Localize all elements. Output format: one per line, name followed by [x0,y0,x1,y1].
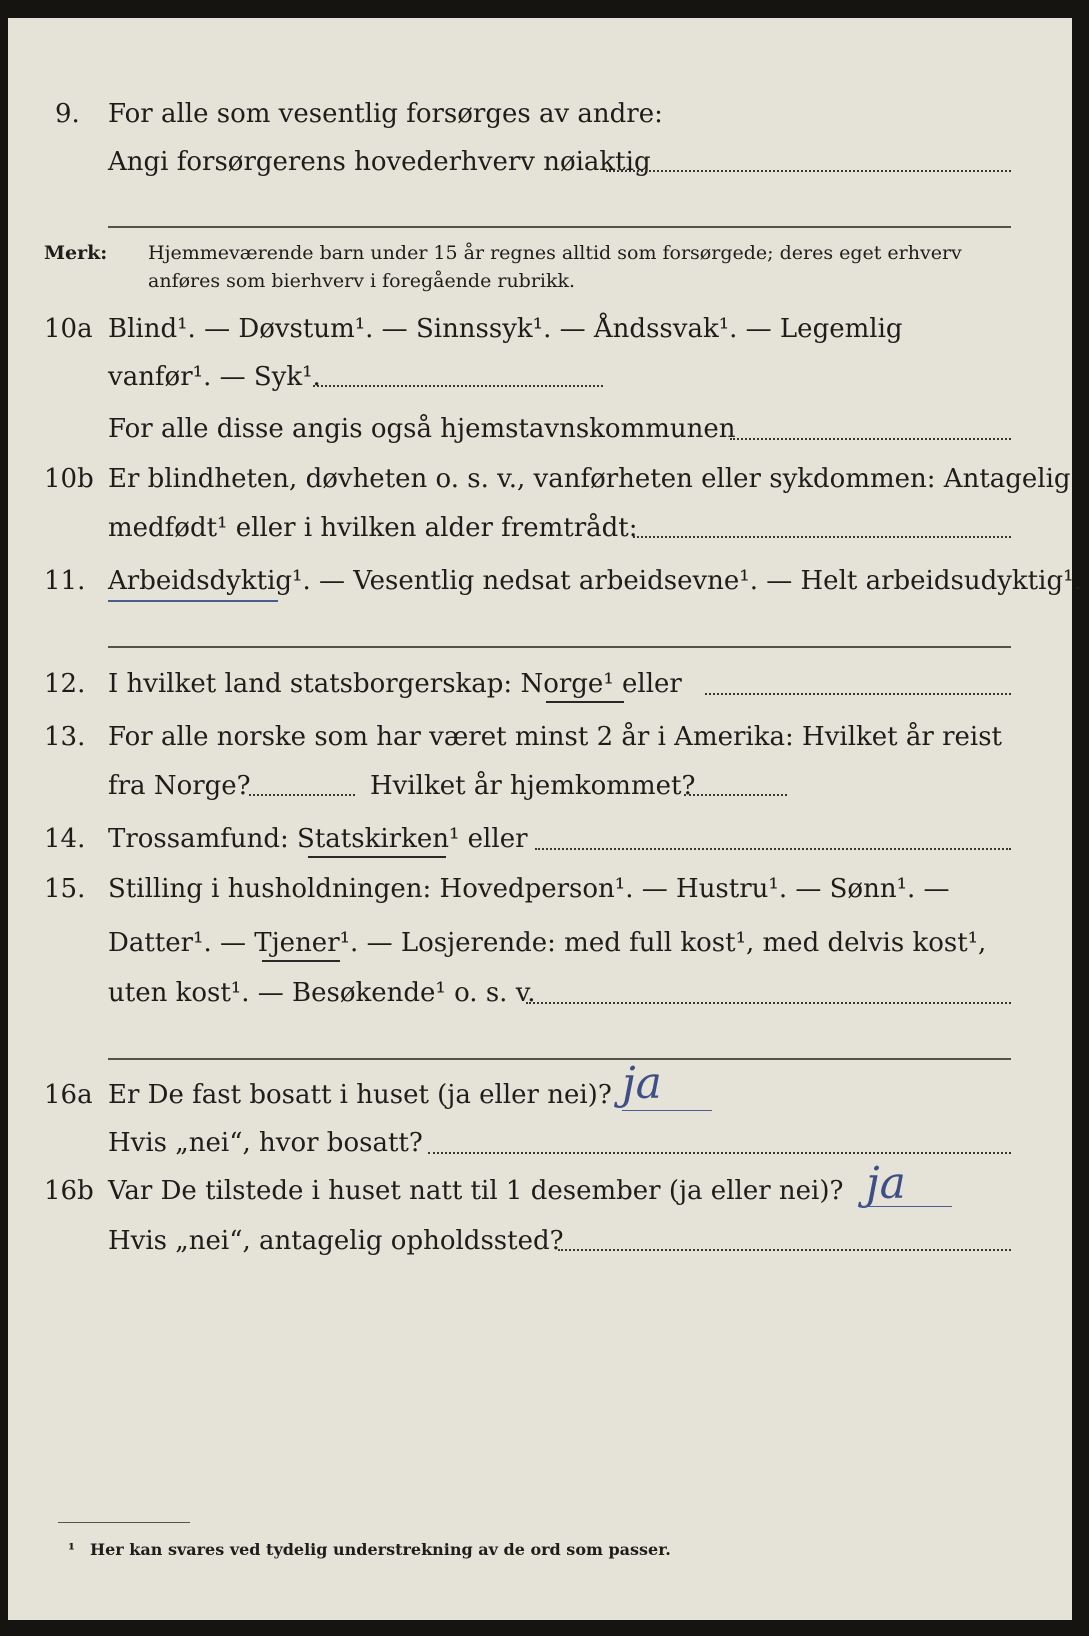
q14-number: 14. [44,824,86,854]
q14-underline-mark [308,856,446,858]
q16a-answer-line[interactable] [428,1152,1011,1154]
q15-text-line2: Datter¹. — Tjener¹. — Losjerende: med full kost¹, med delvis kost¹, [108,928,987,958]
q15-text-line1: Stilling i husholdningen: Hovedperson¹. — Hustru¹. — Sønn¹. — [108,874,950,904]
q11-underline-mark [108,600,278,602]
q9-number: 9. [55,99,80,129]
q16b-answer-underline [860,1206,952,1207]
q9-text-line2: Angi forsørgerens hovederhverv nøiaktig [108,147,651,177]
q14-answer-line[interactable] [535,848,1011,850]
q10b-number: 10b [44,464,94,494]
merk-text-line2: anføres som bierhverv i foregående rubrikk. [148,270,576,292]
q10a-text-line3: For alle disse angis også hjemstavnskommunen [108,414,736,444]
q16b-text-line2: Hvis „nei“, antagelig opholdssted? [108,1226,564,1256]
census-form-page [8,18,1082,1620]
q16b-text-line1: Var De tilstede i huset natt til 1 desember (ja eller nei)? [108,1176,844,1206]
q14-text-line1: Trossamfund: Statskirken¹ eller [108,824,528,854]
q16b-handwritten-answer: ja [866,1158,906,1209]
q15-answer-line[interactable] [526,1002,1011,1004]
q13-text-line1: For alle norske som har været minst 2 år i Amerika: Hvilket år reist [108,722,1002,752]
q16a-text-line2: Hvis „nei“, hvor bosatt? [108,1128,423,1158]
q16a-answer-underline [622,1110,712,1111]
footnote-rule [58,1522,190,1523]
q12-answer-line[interactable] [705,693,1011,695]
q11-separator [108,646,1011,648]
q12-number: 12. [44,669,86,699]
q15-underline-mark [262,960,340,962]
q10a-text-line2: vanfør¹. — Syk¹. [108,362,321,392]
merk-text-line1: Hjemmeværende barn under 15 år regnes alltid som forsørgede; deres eget erhverv [148,242,962,264]
footnote-text: Her kan svares ved tydelig understrekning av de ord som passer. [90,1540,671,1559]
q10a-answer-line[interactable] [313,385,603,387]
q16a-text-line1: Er De fast bosatt i huset (ja eller nei)? [108,1080,612,1110]
q11-text-line1: Arbeidsdyktig¹. — Vesentlig nedsat arbeidsevne¹. — Helt arbeidsudyktig¹. [108,566,1082,596]
q13-text-line2a: fra Norge? [108,771,251,801]
q16a-handwritten-answer: ja [622,1058,662,1109]
q12-underline-mark [546,701,624,703]
q16a-number: 16a [44,1080,93,1110]
q9-answer-line[interactable] [606,170,1011,172]
q13-text-line2b: Hvilket år hjemkommet? [370,771,696,801]
q9-text-line1: For alle som vesentlig forsørges av andre: [108,99,663,129]
q13-number: 13. [44,722,86,752]
q12-text-line1: I hvilket land statsborgerskap: Norge¹ eller [108,669,682,699]
q15-separator [108,1058,1011,1060]
q10b-text-line1: Er blindheten, døvheten o. s. v., vanførheten eller sykdommen: Antagelig [108,464,1071,494]
q15-text-line3: uten kost¹. — Besøkende¹ o. s. v. [108,978,536,1008]
q10a-text-line1: Blind¹. — Døvstum¹. — Sinnssyk¹. — Åndssvak¹. — Legemlig [108,314,903,344]
q13-reist-line[interactable] [249,794,355,796]
q16b-answer-line[interactable] [558,1249,1011,1251]
q10b-answer-line[interactable] [633,536,1011,538]
q9-separator [108,226,1011,228]
q10a-hjemstavn-line[interactable] [730,438,1011,440]
q11-number: 11. [44,566,86,596]
q10a-number: 10a [44,314,93,344]
q16b-number: 16b [44,1176,94,1206]
q15-number: 15. [44,874,86,904]
merk-label: Merk: [44,242,108,264]
q10b-text-line2: medfødt¹ eller i hvilken alder fremtrådt: [108,513,638,543]
q13-hjemkommet-line[interactable] [684,794,787,796]
footnote-mark: ¹ [68,1540,76,1559]
